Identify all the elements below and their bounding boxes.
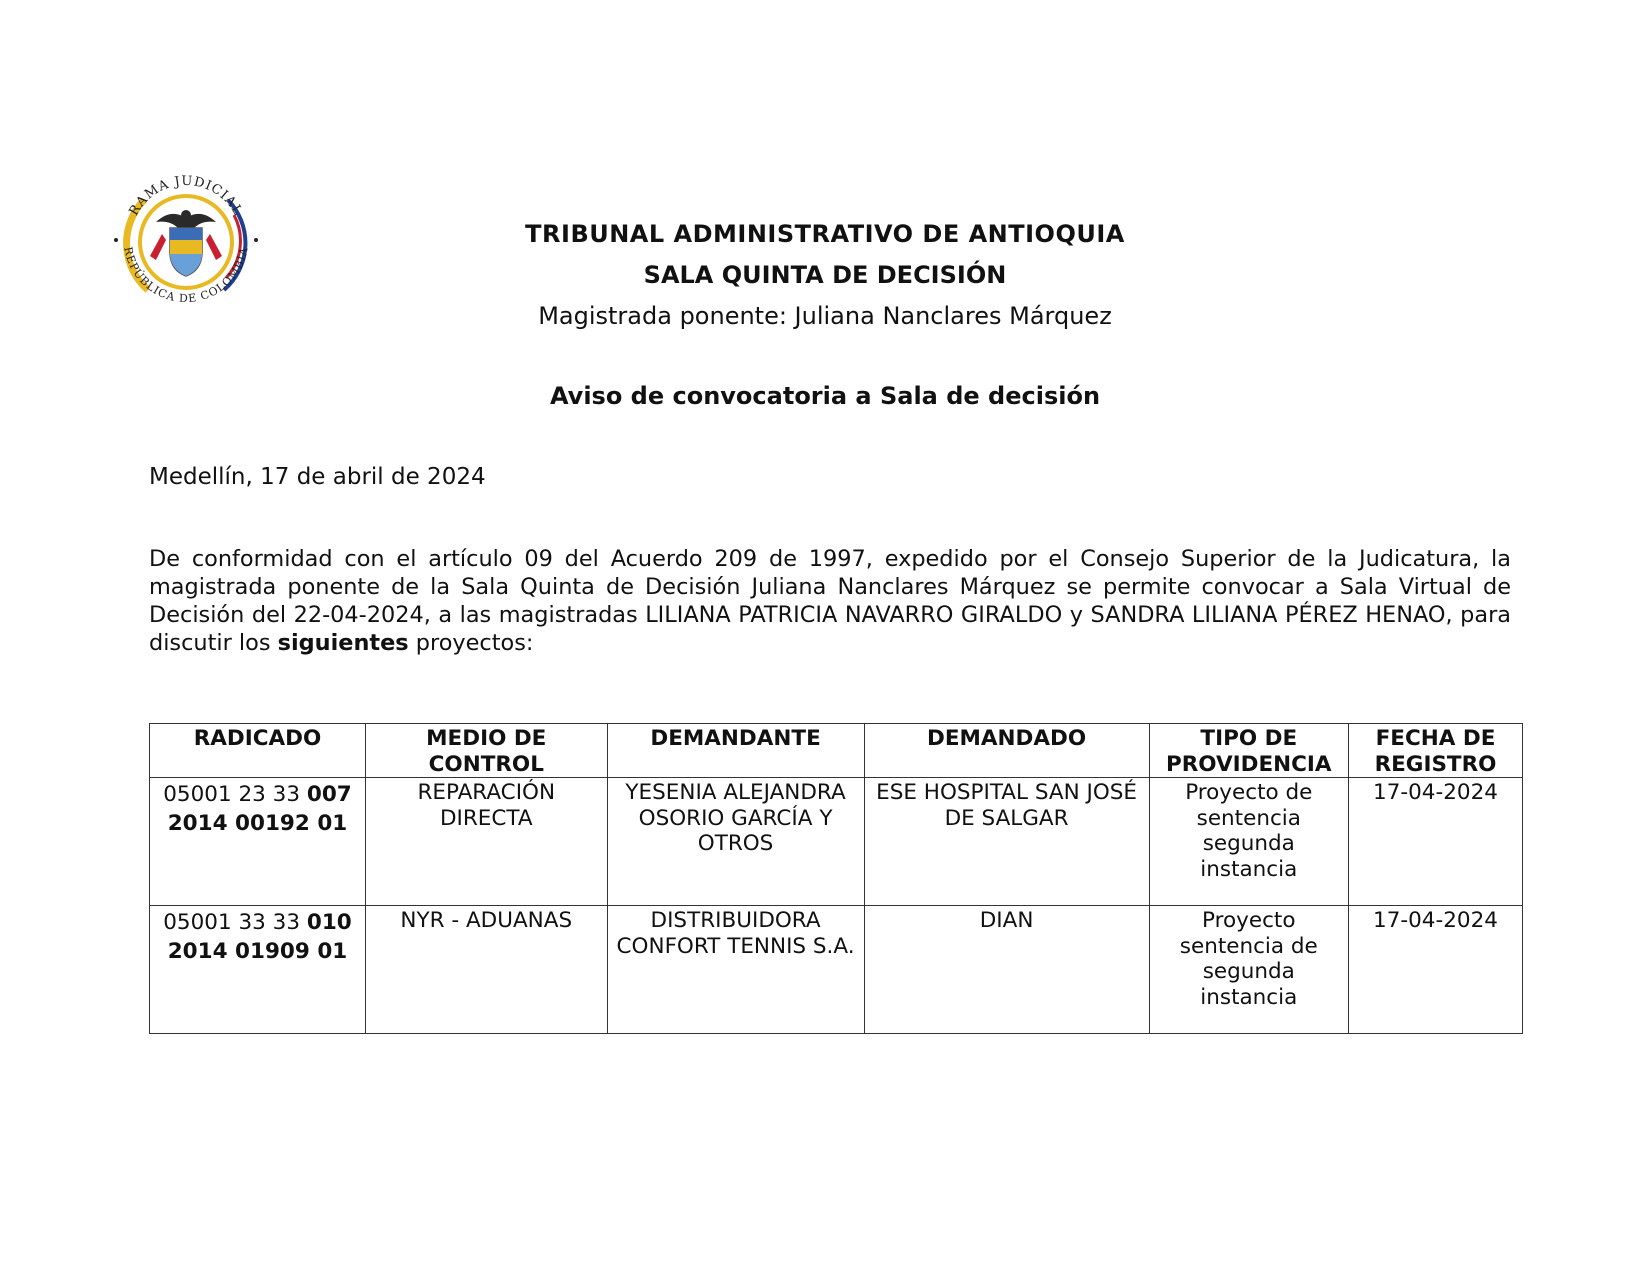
paragraph-bold-word: siguientes bbox=[277, 630, 409, 656]
col-header-medio-de-control: MEDIO DE CONTROL bbox=[365, 724, 607, 778]
radicado-court-code: 007 bbox=[306, 782, 352, 807]
radicado-number: 2014 01909 01 bbox=[167, 939, 348, 964]
table-row bbox=[150, 906, 1523, 1034]
cell-fecha-de-registro: 17-04-2024 bbox=[1349, 778, 1523, 906]
cell-radicado bbox=[150, 778, 366, 906]
cell-demandante: DISTRIBUIDORA CONFORT TENNIS S.A. bbox=[607, 906, 864, 1034]
col-header-demandado: DEMANDADO bbox=[864, 724, 1149, 778]
radicado-prefix: 05001 33 33 bbox=[163, 910, 301, 935]
cell-demandado: ESE HOSPITAL SAN JOSÉ DE SALGAR bbox=[864, 778, 1149, 906]
cell-fecha-de-registro: 17-04-2024 bbox=[1349, 906, 1523, 1034]
radicado-number: 2014 00192 01 bbox=[167, 811, 348, 836]
magistrate-line: Magistrada ponente: Juliana Nanclares Márquez bbox=[538, 302, 1112, 330]
seal-bottom-text: REPÚBLICA DE COLOMBIA bbox=[121, 245, 251, 306]
chamber-name: SALA QUINTA DE DECISIÓN bbox=[643, 261, 1007, 289]
table-row bbox=[150, 778, 1523, 906]
court-name: TRIBUNAL ADMINISTRATIVO DE ANTIOQUIA bbox=[525, 220, 1125, 248]
cell-medio-de-control: REPARACIÓN DIRECTA bbox=[365, 778, 607, 906]
cell-medio-de-control: NYR - ADUANAS bbox=[365, 906, 607, 1034]
col-header-demandante: DEMANDANTE bbox=[607, 724, 864, 778]
col-header-fecha-de-registro: FECHA DE REGISTRO bbox=[1349, 724, 1523, 778]
col-header-radicado: RADICADO bbox=[150, 724, 366, 778]
table-header-row bbox=[150, 724, 1523, 778]
rama-judicial-seal-logo bbox=[106, 160, 266, 320]
col-header-tipo-de-providencia: TIPO DE PROVIDENCIA bbox=[1149, 724, 1348, 778]
convocation-paragraph bbox=[149, 545, 1511, 657]
cell-tipo-de-providencia: Proyecto de sentencia segunda instancia bbox=[1149, 778, 1348, 906]
cell-demandante: YESENIA ALEJANDRA OSORIO GARCÍA Y OTROS bbox=[607, 778, 864, 906]
seal-graphic bbox=[106, 160, 266, 320]
cell-demandado: DIAN bbox=[864, 906, 1149, 1034]
radicado-court-code: 010 bbox=[306, 910, 352, 935]
notice-title: Aviso de convocatoria a Sala de decisión bbox=[549, 382, 1101, 410]
projects-table bbox=[149, 723, 1523, 1034]
radicado-prefix: 05001 23 33 bbox=[163, 782, 301, 807]
place-date: Medellín, 17 de abril de 2024 bbox=[149, 464, 486, 490]
cell-tipo-de-providencia: Proyecto sentencia de segunda instancia bbox=[1149, 906, 1348, 1034]
paragraph-text: De conformidad con el artículo 09 del Acuerdo 209 de 1997, expedido por el Consejo Superior de la Judicatura, la magistrada ponente de la Sala Quinta de Decisión Juliana Nanclares Márquez se permite convocar a Sala Virtual de Decisión del 22-04-2024, a las magistradas LILIANA PATRICIA NAVARRO GIRALDO y SANDRA LILIANA PÉREZ HENAO, para discutir los bbox=[149, 546, 1511, 656]
paragraph-text-end: proyectos: bbox=[415, 630, 534, 656]
cell-radicado bbox=[150, 906, 366, 1034]
seal-top-text: RAMA JUDICIAL bbox=[126, 173, 246, 219]
